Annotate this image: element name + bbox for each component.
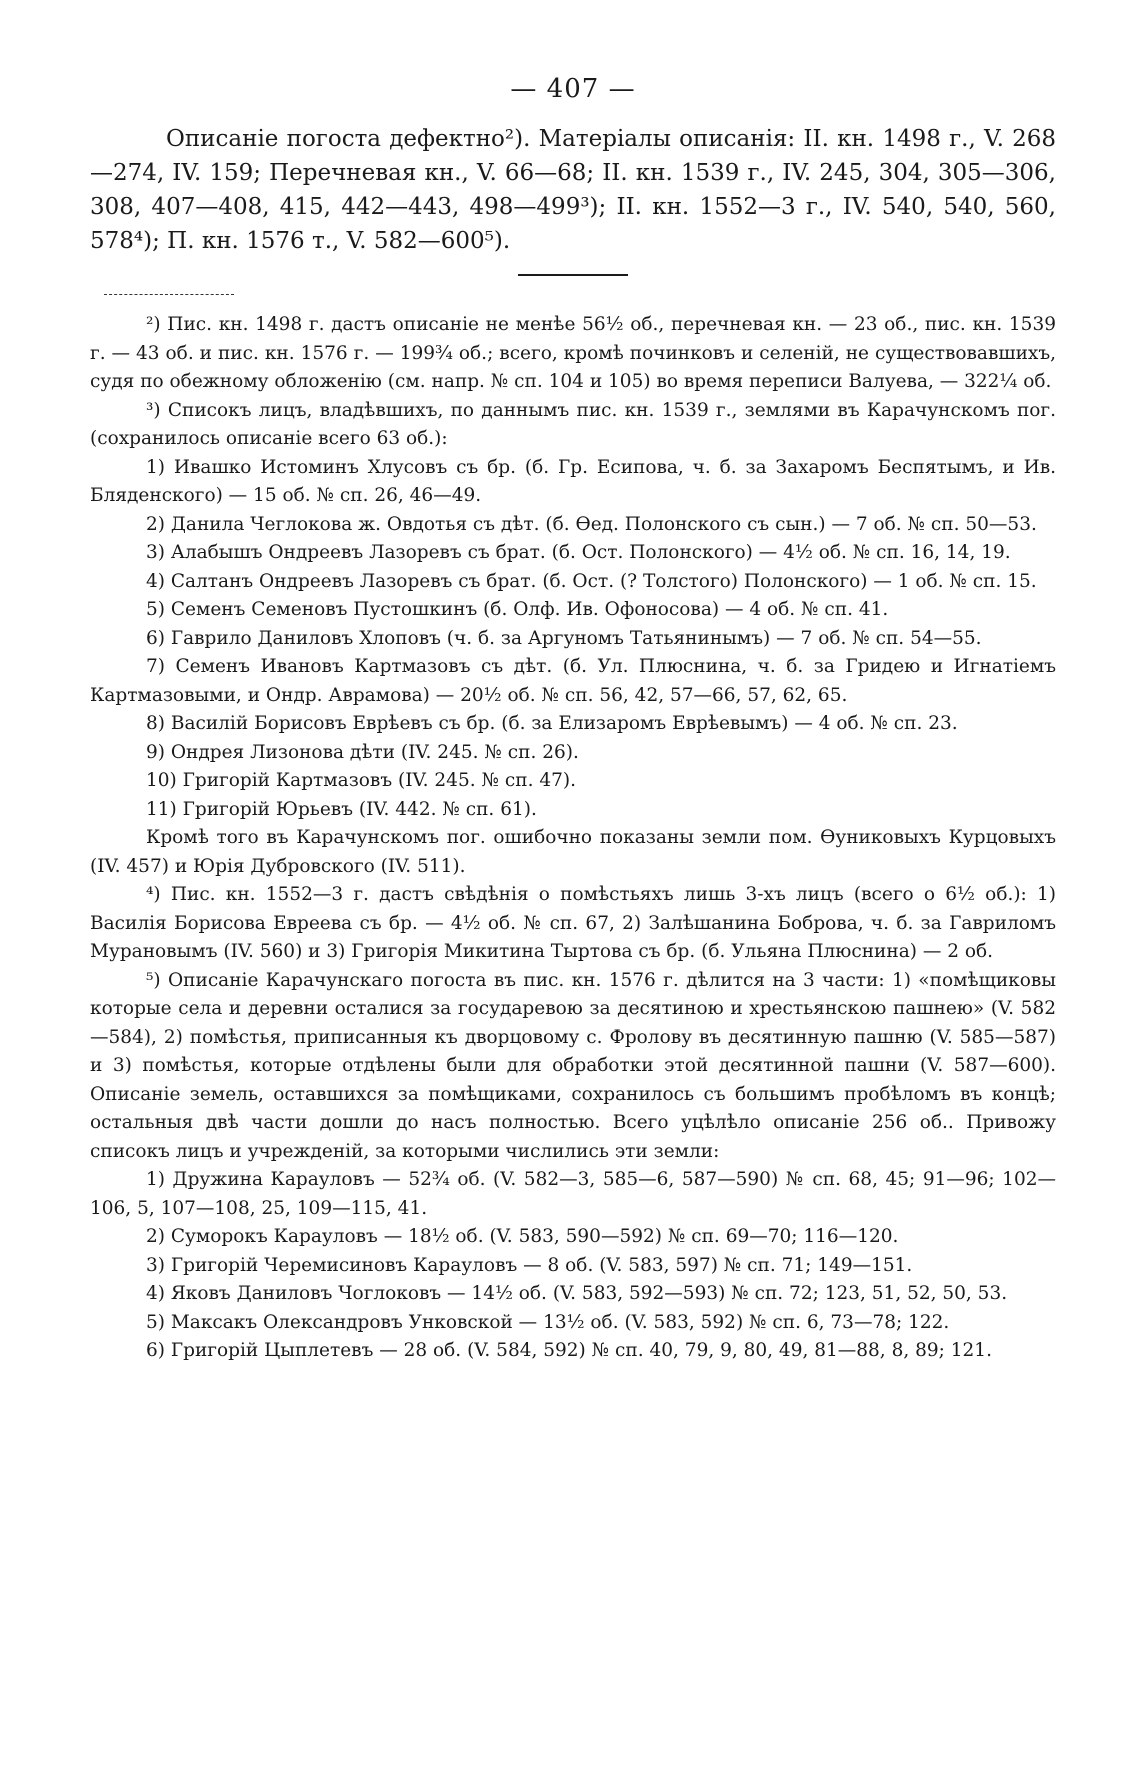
footnote-5-item: 6) Григорій Цыплетевъ — 28 об. (V. 584, 592) № сп. 40, 79, 9, 80, 49, 81—88, 8, 89; 121. xyxy=(146,1340,992,1361)
footnote-5-item: 3) Григорій Черемисиновъ Карауловъ — 8 об. (V. 583, 597) № сп. 71; 149—151. xyxy=(146,1254,913,1276)
footnote-3-item: 7) Семенъ Ивановъ Картмазовъ съ дѣт. (б. Ул. Плюснина, ч. б. за Гридею и Игнатіемъ Картмазовыми, и Ондр. Аврамова) — 20½ об. № сп. 56, 42, 57—66, 57, 62, 65. xyxy=(90,656,1056,706)
footnote-3-item: 4) Салтанъ Ондреевъ Лазоревъ съ брат. (б. Ост. (? Толстого) Полонского) — 1 об. № сп. 15. xyxy=(146,570,1037,592)
footnote-5-item: 2) Суморокъ Карауловъ — 18½ об. (V. 583, 590—592) № сп. 69—70; 116—120. xyxy=(146,1226,899,1247)
footnote-3-item: 3) Алабышъ Ондреевъ Лазоревъ съ брат. (б. Ост. Полонского) — 4½ об. № сп. 16, 14, 19. xyxy=(146,542,1011,563)
main-text-rule xyxy=(518,274,628,276)
footnote-5-item: 4) Яковъ Даниловъ Чоглоковъ — 14½ об. (V. 583, 592—593) № сп. 72; 123, 51, 52, 50, 53. xyxy=(146,1283,1008,1304)
footnote-5-item: 5) Максакъ Олександровъ Унковской — 13½ об. (V. 583, 592) № сп. 6, 73—78; 122. xyxy=(146,1311,950,1333)
footnote-3-item: 8) Василій Борисовъ Еврѣевъ съ бр. (б. за Елизаромъ Еврѣевымъ) — 4 об. № сп. 23. xyxy=(146,713,958,734)
footnote-5-item: 1) Дружина Карауловъ — 52¾ об. (V. 582—3, 585—6, 587—590) № сп. 68, 45; 91—96; 102—106, 5, 107—108, 25, 109—115, 41. xyxy=(90,1169,1056,1219)
footnote-3-item: 2) Данила Чеглокова ж. Овдотья съ дѣт. (б. Өед. Полонского съ сын.) — 7 об. № сп. 50—53. xyxy=(146,513,1037,535)
main-paragraph: Описаніе погоста дефектно²). Матеріалы описанія: II. кн. 1498 г., V. 268—274, IV. 159; Перечневая кн., V. 66—68; II. кн. 1539 г., IV. 245, 304, 305—306, 308, 407—408, 415, 442—443, 498—499³); II. кн. 1552—3 г., IV. 540, 540, 560, 578⁴); П. кн. 1576 т., V. 582—600⁵). xyxy=(90,126,1056,254)
footnote-3-item: 6) Гаврило Даниловъ Хлоповъ (ч. б. за Аргуномъ Татьянинымъ) — 7 об. № сп. 54—55. xyxy=(146,627,982,649)
footnote-4: ⁴) Пис. кн. 1552—3 г. дастъ свѣдѣнія о помѣстьяхъ лишь 3-хъ лицъ (всего о 6½ об.): 1) Василія Борисова Евреева съ бр. — 4½ об. № сп. 67, 2) Залѣшанина Боброва, ч. б. за Гавриломъ Мурановымъ (IV. 560) и 3) Григорія Микитина Тыртова съ бр. (б. Ульяна Плюснина) — 2 об. xyxy=(90,884,1056,962)
footnote-3-note: Кромѣ того въ Карачунскомъ пог. ошибочно показаны земли пом. Өуниковыхъ Курцовыхъ (IV. 457) и Юрія Дубровского (IV. 511). xyxy=(90,827,1056,877)
footnote-3-item: 1) Ивашко Истоминъ Хлусовъ съ бр. (б. Гр. Есипова, ч. б. за Захаромъ Беспятымъ, и Ив. Бляденского) — 15 об. № сп. 26, 46—49. xyxy=(90,456,1056,506)
page-number: — 407 — xyxy=(510,74,636,104)
footnote-3-item: 5) Семенъ Семеновъ Пустошкинъ (б. Олф. Ив. Офоносова) — 4 об. № сп. 41. xyxy=(146,599,889,620)
footnote-3-item: 11) Григорій Юрьевъ (IV. 442. № сп. 61). xyxy=(146,798,537,820)
footnote-3-item: 9) Ондрея Лизонова дѣти (IV. 245. № сп. 26). xyxy=(146,741,579,763)
footnote-separator xyxy=(104,294,234,295)
footnote-5-intro: ⁵) Описаніе Карачунскаго погоста въ пис. кн. 1576 г. дѣлится на 3 части: 1) «помѣщиковы которые села и деревни осталися за государевою за десятиною и хрестьянскою пашнею» (V. 582—584), 2) помѣстья, приписанныя къ дворцовому с. Фролову въ десятинную пашню (V. 585—587) и 3) помѣстья, которые отдѣлены были для обработки этой десятинной пашни (V. 587—600). Описаніе земель, оставшихся за помѣщиками, сохранилось съ большимъ пробѣломъ въ концѣ; остальныя двѣ части дошли до насъ полностью. Всего уцѣлѣло описаніе 256 об.. Привожу списокъ лицъ и учрежденій, за которыми числились эти земли: xyxy=(90,969,1056,1162)
footnote-3-item: 10) Григорій Картмазовъ (IV. 245. № сп. 47). xyxy=(146,770,576,791)
footnote-3-intro: ³) Списокъ лицъ, владѣвшихъ, по даннымъ пис. кн. 1539 г., землями въ Карачунскомъ пог. (сохранилось описаніе всего 63 об.): xyxy=(90,399,1056,449)
document-page xyxy=(90,60,1056,1366)
footnote-2: ²) Пис. кн. 1498 г. дастъ описаніе не менѣе 56½ об., перечневая кн. — 23 об., пис. кн. 1539 г. — 43 об. и пис. кн. 1576 г. — 199¾ об.; всего, кромѣ починковъ и селеній, не существовавшихъ, судя по обежному обложенію (см. напр. № сп. 104 и 105) во время переписи Валуева, — 322¼ об. xyxy=(90,314,1056,392)
